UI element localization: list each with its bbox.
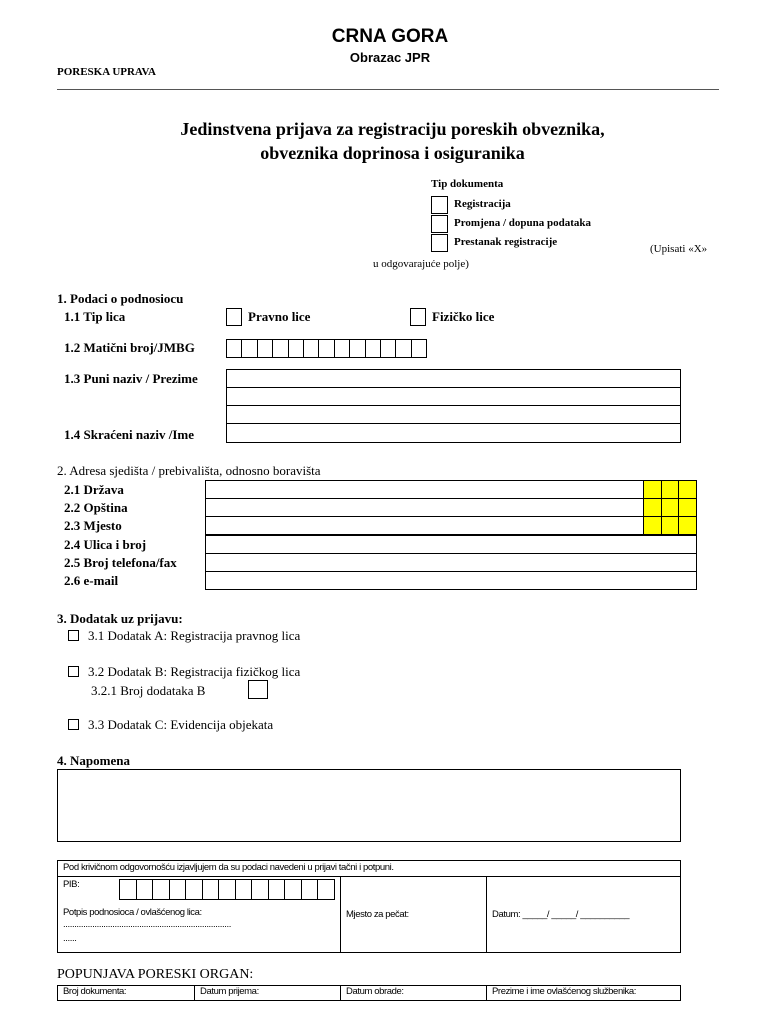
full-name-label: 1.3 Puni naziv / Prezime	[64, 371, 198, 386]
type-label: 1.1 Tip lica	[64, 309, 126, 324]
appendix-a-checkbox[interactable]	[68, 630, 79, 641]
street-input[interactable]	[205, 535, 697, 554]
municipality-input[interactable]	[205, 498, 697, 517]
appendix-a[interactable]	[68, 628, 300, 644]
signature-dots: ......	[63, 933, 77, 944]
street-label: 2.4 Ulica i broj	[64, 537, 147, 552]
date-label: Datum: _____/ _____/ __________	[492, 909, 630, 920]
officer-name-cell[interactable]: Prezime i ime ovlašćenog službenika:	[487, 986, 681, 1001]
form-code: Obrazac JPR	[349, 50, 431, 65]
full-name-input-3[interactable]	[226, 405, 681, 424]
short-name-label: 1.4 Skraćeni naziv /Ime	[64, 427, 194, 442]
id-number-input[interactable]	[226, 339, 427, 358]
country-label: 2.1 Država	[64, 482, 124, 497]
full-name-input-2[interactable]	[226, 387, 681, 406]
doc-type-registration-checkbox[interactable]	[431, 196, 448, 214]
signature-label: Potpis podnosioca / ovlašćenog lica: ...........................................................................	[63, 907, 231, 930]
processed-date-cell[interactable]: Datum obrade:	[341, 986, 487, 1001]
note-textarea[interactable]	[57, 769, 681, 842]
section1-heading: 1. Podaci o podnosiocu	[57, 291, 184, 306]
appendix-a-label: 3.1 Dodatak A: Registracija pravnog lica	[88, 628, 301, 643]
municipality-label: 2.2 Opština	[64, 500, 128, 515]
stamp-label: Mjesto za pečat:	[346, 909, 409, 920]
email-input[interactable]	[205, 571, 697, 590]
received-date-cell[interactable]: Datum prijema:	[195, 986, 341, 1001]
stamp-cell	[341, 877, 487, 953]
doc-type-option: Registracija	[454, 198, 511, 210]
country-code-cells[interactable]	[643, 480, 697, 499]
appendix-c-checkbox[interactable]	[68, 719, 79, 730]
place-code-cells[interactable]	[643, 516, 697, 535]
appendix-c[interactable]	[68, 717, 273, 733]
municipality-code-cells[interactable]	[643, 498, 697, 517]
appendix-b-count-label: 3.2.1 Broj dodataka B	[91, 683, 206, 698]
doc-type-termination-checkbox[interactable]	[431, 234, 448, 252]
date-cell	[487, 877, 681, 953]
signature-cell	[58, 877, 341, 953]
appendix-b-label: 3.2 Dodatak B: Registracija fizičkog lica	[88, 664, 301, 679]
office-heading: POPUNJAVA PORESKI ORGAN:	[57, 967, 254, 982]
section4-heading: 4. Napomena	[57, 753, 130, 768]
doc-type-option: Prestanak registracije	[454, 236, 558, 248]
doc-type-option: Promjena / dopuna podataka	[454, 217, 592, 229]
header-divider	[57, 89, 719, 90]
section2-heading: 2. Adresa sjedišta / prebivališta, odnosno boravišta	[57, 463, 321, 478]
declaration-text: Pod krivičnom odgovornošću izjavljujem da su podaci navedeni u prijavi tačni i potpuni.	[58, 861, 681, 877]
short-name-input[interactable]	[226, 423, 681, 443]
form-title-line2: obveznika doprinosa i osiguranika	[260, 143, 525, 163]
phone-label: 2.5 Broj telefona/fax	[64, 555, 177, 570]
doc-type-label: Tip dokumenta	[431, 178, 504, 190]
appendix-b[interactable]	[68, 664, 300, 680]
doc-type-change-checkbox[interactable]	[431, 215, 448, 233]
pib-input[interactable]	[119, 879, 335, 900]
appendix-b-checkbox[interactable]	[68, 666, 79, 677]
legal-entity-checkbox[interactable]	[226, 308, 242, 326]
place-input[interactable]	[205, 516, 697, 535]
id-number-label: 1.2 Matični broj/JMBG	[64, 340, 195, 355]
document-number-cell[interactable]: Broj dokumenta:	[58, 986, 195, 1001]
section3-heading: 3. Dodatak uz prijavu:	[57, 611, 183, 626]
natural-person-checkbox[interactable]	[410, 308, 426, 326]
pib-label: PIB:	[63, 879, 80, 890]
full-name-input[interactable]	[226, 369, 681, 388]
email-label: 2.6 e-mail	[64, 573, 119, 588]
place-label: 2.3 Mjesto	[64, 518, 122, 533]
legal-entity-label: Pravno lice	[248, 309, 311, 324]
appendix-c-label: 3.3 Dodatak C: Evidencija objekata	[88, 717, 274, 732]
doc-type-hint: (Upisati «X»	[650, 243, 708, 255]
agency-name: PORESKA UPRAVA	[57, 66, 156, 78]
country-input[interactable]	[205, 480, 697, 499]
form-title-line1: Jedinstvena prijava za registraciju poreskih obveznika,	[180, 119, 605, 139]
country-title: CRNA GORA	[331, 26, 449, 47]
declaration-table	[57, 860, 681, 953]
phone-input[interactable]	[205, 553, 697, 572]
doc-type-hint-2: u odgovarajuće polje)	[373, 258, 469, 270]
appendix-b-count-input[interactable]	[248, 680, 268, 699]
office-table	[57, 985, 681, 1001]
natural-person-label: Fizičko lice	[432, 309, 495, 324]
